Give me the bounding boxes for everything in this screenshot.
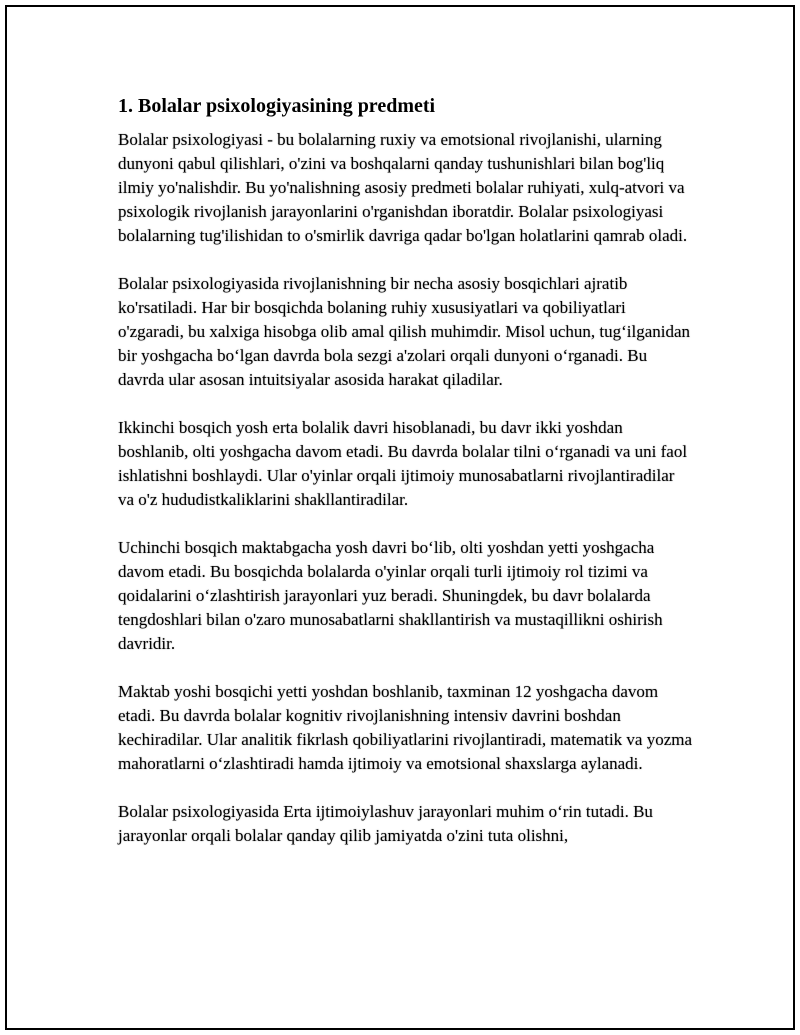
paragraph-second-stage: Ikkinchi bosqich yosh erta bolalik davri hisoblanadi, bu davr ikki yoshdan boshlanib, olti yoshgacha davom etadi. Bu davrda bolalar tilni o‘rganadi va uni faol ishlatishni boshlaydi. Ular o'yinlar orqali ijtimoiy munosabatlarni rivojlantiradilar va o'z hududistkaliklarini shakllantiradilar. bbox=[118, 418, 688, 509]
document-body bbox=[118, 92, 693, 872]
paragraph-school-age: Maktab yoshi bosqichi yetti yoshdan boshlanib, taxminan 12 yoshgacha davom etadi. Bu davrda bolalar kognitiv rivojlanishning intensiv davrini boshdan kechiradilar. Ular analitik fikrlash qobiliyatlarini rivojlantiradi, matematik va yozma mahoratlarni o‘zlashtiradi hamda ijtimoiy va emotsional shaxslarga aylanadi. bbox=[118, 682, 693, 773]
paragraph-socialization: Bolalar psixologiyasida Erta ijtimoiylashuv jarayonlari muhim o‘rin tutadi. Bu jarayonlar orqali bolalar qanday qilib jamiyatda o'zini tuta olishni, bbox=[118, 802, 653, 845]
paragraph-intro: Bolalar psixologiyasi - bu bolalarning ruxiy va emotsional rivojlanishi, ularning dunyoni qabul qilishlari, o'zini va boshqalarni qanday tushunishlari bilan bog'liq ilmiy yo'nalishdir. Bu yo'nalishning asosiy predmeti bolalar ruhiyati, xulq-atvori va psixologik rivojlanish jarayonlarini o'rganishdan iboratdir. Bolalar psixologiyasi bolalarning tug'ilishidan to o'smirlik davriga qadar bo'lgan holatlarini qamrab oladi. bbox=[118, 130, 688, 245]
paragraph-third-stage: Uchinchi bosqich maktabgacha yosh davri bo‘lib, olti yoshdan yetti yoshgacha davom etadi. Bu bosqichda bolalarda o'yinlar orqali turli ijtimoiy rol tizimi va qoidalarini o‘zlashtirish jarayonlari yuz beradi. Shuningdek, bu davr bolalarda tengdoshlari bilan o'zaro munosabatlarni shakllantirish va mustaqillikni oshirish davridir. bbox=[118, 538, 663, 653]
paragraph-stages: Bolalar psixologiyasida rivojlanishning bir necha asosiy bosqichlari ajratib ko'rsatiladi. Har bir bosqichda bolaning ruhiy xususiyatlari va qobiliyatlari o'zgaradi, bu xalxiga hisobga olib amal qilish muhimdir. Misol uchun, tug‘ilganidan bir yoshgacha bo‘lgan davrda bola sezgi a'zolari orqali dunyoni o‘rganadi. Bu davrda ular asosan intuitsiyalar asosida harakat qiladilar. bbox=[118, 274, 691, 389]
section-heading: 1. Bolalar psixologiyasining predmeti bbox=[118, 95, 436, 117]
